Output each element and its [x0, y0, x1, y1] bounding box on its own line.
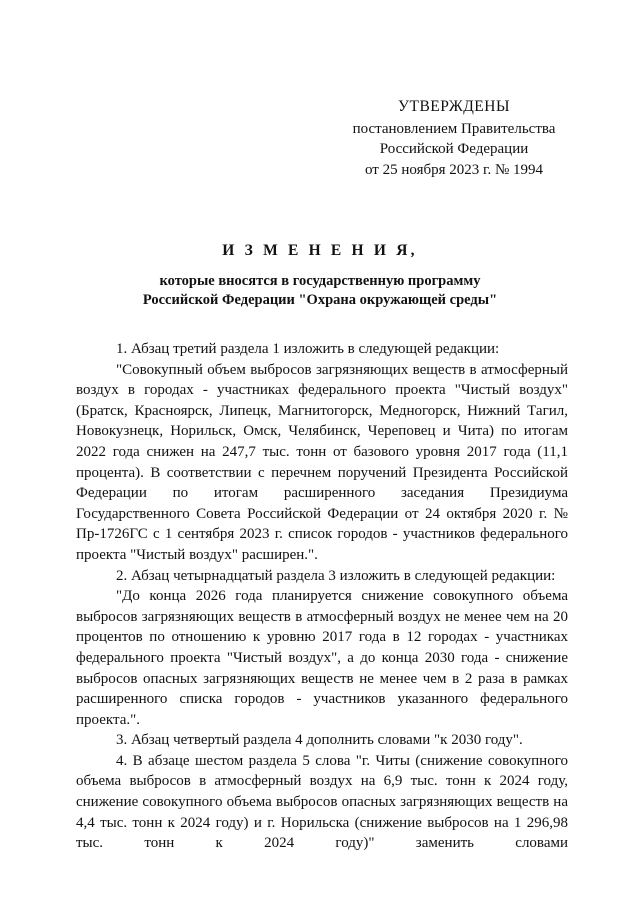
paragraph-1: 1. Абзац третий раздела 1 изложить в следующей редакции:	[116, 341, 500, 357]
approval-line-1: постановлением Правительства	[352, 120, 556, 137]
paragraph-2: "Совокупный объем выбросов загрязняющих веществ в атмосферный воздух в городах - участниках федерального проекта "Чистый воздух" (Братск, Красноярск, Липецк, Магнитогорск, Медногорск, Нижний Тагил, Новокузнецк, Норильск, Омск, Челябинск, Череповец и Чита) по итогам 2022 года снижен на 247,7 тыс. тонн от базового уровня 2017 года (11,1 процента). В соответствии с перечнем поручений Президента Российской Федерации по итогам расширенного заседания Президиума Государственного Совета Российской Федерации от 24 октября 2020 г. № Пр-1726ГС с 1 сентября 2023 г. список городов - участников федерального проекта "Чистый воздух" расширен.".	[76, 361, 568, 563]
document-body	[76, 339, 568, 854]
paragraph-5: 3. Абзац четвертый раздела 4 дополнить словами "к 2030 году".	[116, 732, 523, 749]
title-subtitle-line-2: Российской Федерации "Охрана окружающей среды"	[142, 291, 498, 308]
paragraph-3: 2. Абзац четырнадцатый раздела 3 изложить в следующей редакции:	[116, 567, 556, 584]
title-heading: И З М Е Н Е Н И Я,	[222, 242, 418, 259]
paragraph-4: "До конца 2026 года планируется снижение совокупного объема выбросов загрязняющих веществ в атмосферный воздух не менее чем на 20 процентов по отношению к уровню 2017 года в 12 городах - участниках федерального проекта "Чистый воздух", а до конца 2030 года - снижение выбросов опасных загрязняющих веществ не менее чем в 2 раза в рамках расширенного списка городов - участников указанного федерального проекта.".	[76, 588, 568, 728]
approval-line-2: Российской Федерации	[379, 141, 529, 157]
approval-title: УТВЕРЖДЕНЫ	[398, 98, 510, 115]
paragraph-6: 4. В абзаце шестом раздела 5 слова "г. Читы (снижение совокупного объема выбросов в атмосферный воздух на 6,9 тыс. тонн к 2024 году, снижение совокупного объема выбросов опасных загрязняющих веществ на 4,4 тыс. тонн к 2024 году) и г. Норильска (снижение выбросов на 1 296,98 тыс. тонн к 2024 году)" заменить словами	[76, 752, 568, 852]
title-subtitle-line-1: которые вносятся в государственную программу	[159, 273, 481, 289]
approval-stamp	[340, 97, 568, 180]
document-title	[66, 241, 574, 309]
approval-line-3: от 25 ноября 2023 г. № 1994	[364, 161, 544, 178]
